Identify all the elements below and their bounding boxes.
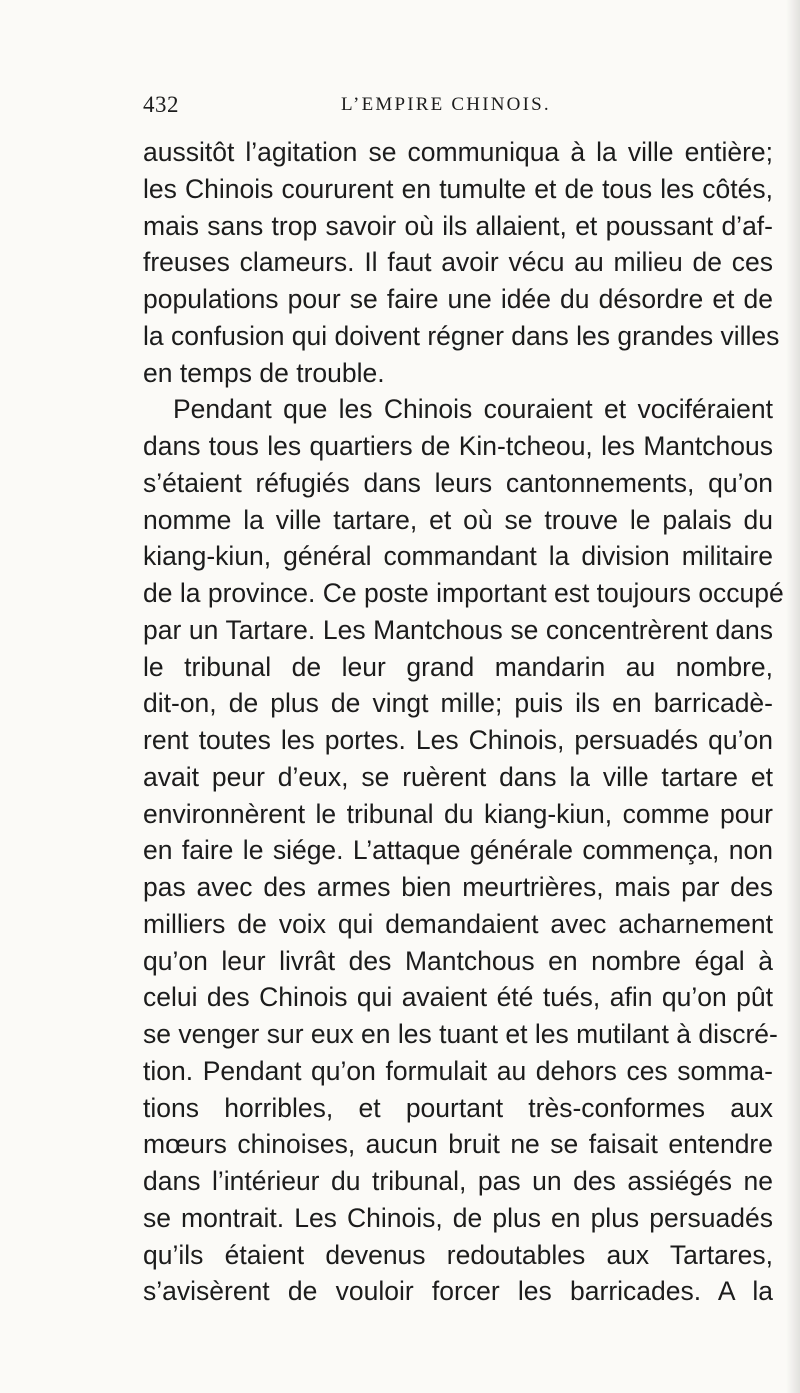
- text-line: se venger sur eux en les tuant et les mutilant à discré-: [143, 1019, 778, 1049]
- text-line: aussitôt l’agitation se communiqua à la ville entière;: [143, 137, 773, 167]
- text-line: tion. Pendant qu’on formulait au dehors ces somma-: [143, 1055, 773, 1086]
- text-line: qu’ils étaient devenus redoutables aux Tartares,: [143, 1239, 773, 1270]
- text-line: s’avisèrent de vouloir forcer les barricades. A la: [143, 1276, 773, 1307]
- running-head: L’EMPIRE CHINOIS.: [341, 94, 551, 115]
- text-line: Pendant que les Chinois couraient et vociféraient: [173, 394, 773, 425]
- text-line: avait peur d’eux, se ruèrent dans la ville tartare et: [143, 761, 773, 792]
- text-line: environnèrent le tribunal du kiang-kiun, comme pour: [143, 798, 773, 829]
- text-line: dans tous les quartiers de Kin-tcheou, les Mantchous: [143, 431, 773, 461]
- text-line: en faire le siége. L’attaque générale commença, non: [143, 835, 773, 866]
- text-line: pas avec des armes bien meurtrières, mais par des: [143, 872, 773, 902]
- text-line: en temps de trouble.: [143, 357, 385, 388]
- text-line: celui des Chinois qui avaient été tués, afin qu’on pût: [143, 982, 773, 1013]
- text-line: les Chinois coururent en tumulte et de tous les côtés,: [143, 173, 773, 204]
- text-line: dit-on, de plus de vingt mille; puis ils en barricadè-: [143, 688, 773, 719]
- text-line: le tribunal de leur grand mandarin au nombre,: [143, 651, 773, 682]
- text-line: milliers de voix qui demandaient avec acharnement: [143, 908, 773, 939]
- text-line: tions horribles, et pourtant très-conformes aux: [143, 1092, 773, 1123]
- text-line: s’étaient réfugiés dans leurs cantonnements, qu’on: [143, 467, 773, 498]
- text-line: mœurs chinoises, aucun bruit ne se faisait entendre: [143, 1129, 773, 1160]
- text-line: dans l’intérieur du tribunal, pas un des assiégés ne: [143, 1166, 773, 1196]
- text-line: de la province. Ce poste important est toujours occupé: [143, 578, 784, 608]
- text-line: populations pour se faire une idée du désordre et de: [143, 284, 773, 314]
- body-text: [143, 134, 784, 1310]
- page-header: [143, 92, 773, 118]
- text-line: mais sans trop savoir où ils allaient, et poussant d’af-: [143, 210, 773, 241]
- text-line: qu’on leur livrât des Mantchous en nombre égal à: [143, 945, 773, 976]
- text-line: par un Tartare. Les Mantchous se concentrèrent dans: [143, 614, 773, 645]
- text-line: nomme la ville tartare, et où se trouve le palais du: [143, 504, 773, 535]
- text-line: la confusion qui doivent régner dans les grandes villes: [143, 320, 780, 351]
- page-number: 432: [143, 92, 179, 117]
- text-line: se montrait. Les Chinois, de plus en plus persuadés: [143, 1202, 773, 1233]
- page-edge-shadow: [786, 0, 800, 1393]
- text-line: kiang-kiun, général commandant la division militaire: [143, 541, 773, 572]
- text-line: freuses clameurs. Il faut avoir vécu au milieu de ces: [143, 247, 773, 278]
- text-line: rent toutes les portes. Les Chinois, persuadés qu’on: [143, 725, 773, 755]
